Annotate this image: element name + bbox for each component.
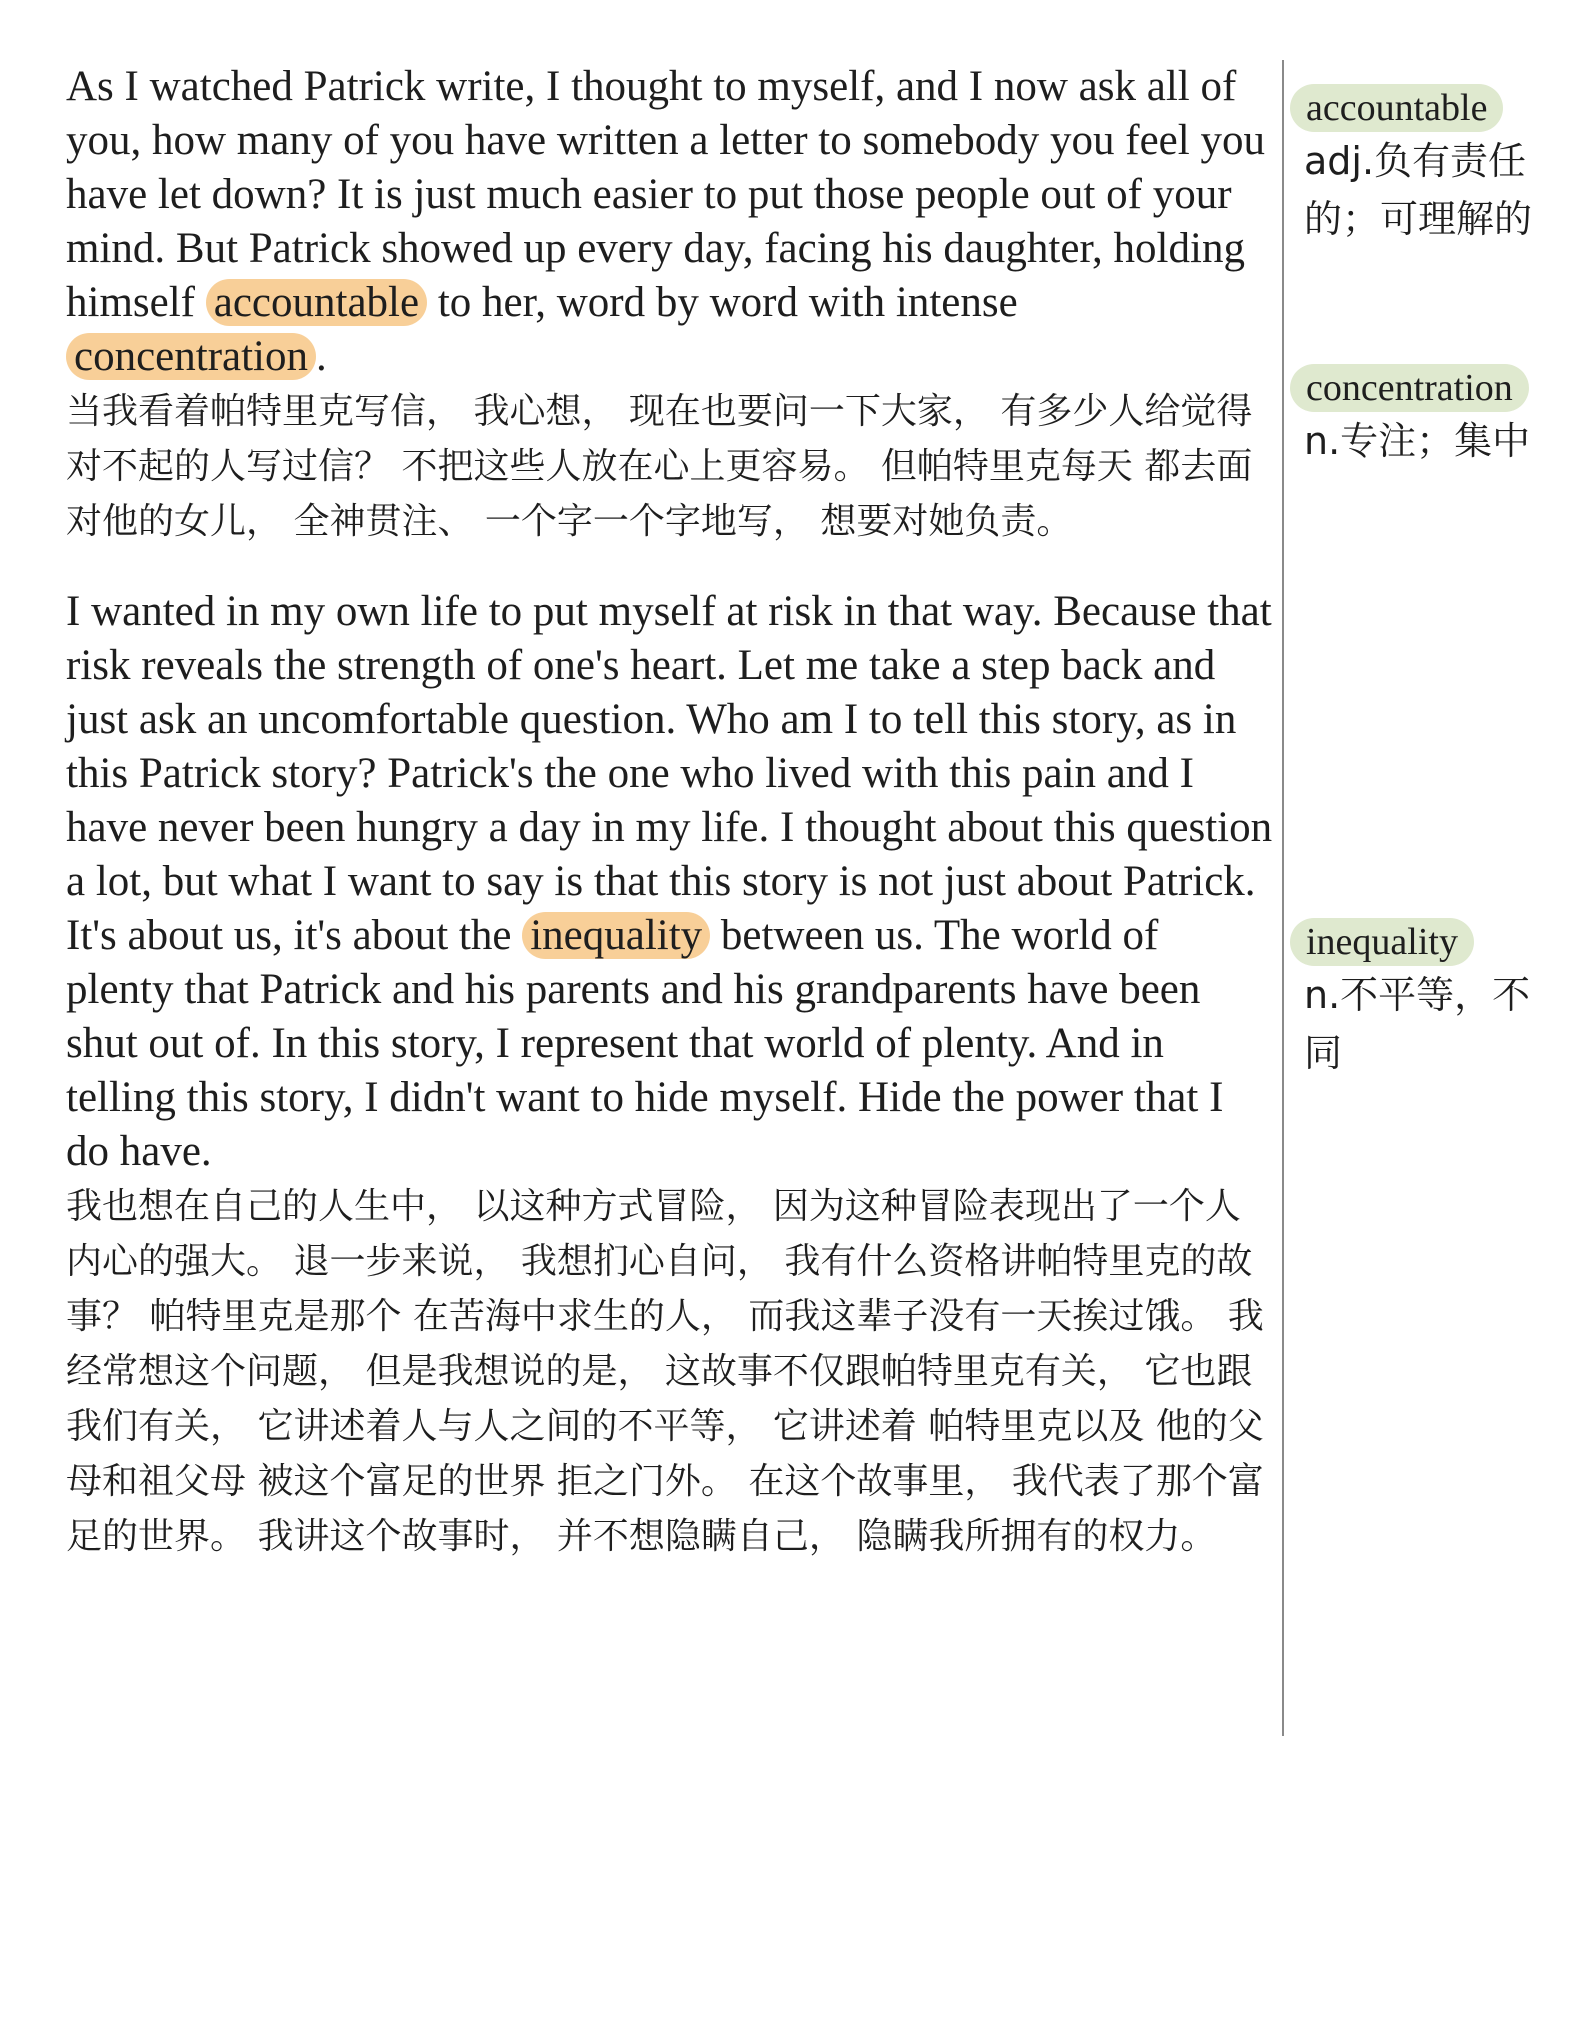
highlight-concentration[interactable]: concentration bbox=[66, 333, 316, 380]
note-definition: n.专注；集中 bbox=[1304, 419, 1531, 463]
note-definition: n.不平等，不同 bbox=[1304, 973, 1531, 1075]
passage-1-text-a: As I watched Patrick write, I thought to myself, and I now ask all of you, how many of you have written a letter to somebody you feel you have let down? It is just much easier to put those people out of your mind. But Patrick showed up every day, facing his daughter, holding himself bbox=[66, 63, 1265, 326]
note-term[interactable]: concentration bbox=[1290, 364, 1529, 412]
passage-2-chinese: 我也想在自己的人生中， 以这种方式冒险， 因为这种冒险表现出了一个人内心的强大。 退一步来说， 我想扪心自问， 我有什么资格讲帕特里克的故事？ 帕特里克是那个 在苦海中求生的人， 而我这辈子没有一天挨过饿。 我经常想这个问题， 但是我想说的是， 这故事不仅跟帕特里克有关， 它也跟我们有关， 它讲述着人与人之间的不平等， 它讲述着 帕特里克以及 他的父母和祖父母 被这个富足的世界 拒之门外。 在这个故事里， 我代表了那个富足的世界。 我讲这个故事时， 并不想隐瞒自己， 隐瞒我所拥有的权力。 bbox=[66, 1186, 1264, 1557]
vocab-note-concentration bbox=[1290, 364, 1570, 470]
paragraph-spacer bbox=[66, 549, 1276, 585]
vocab-note-inequality bbox=[1290, 918, 1570, 1082]
note-term[interactable]: accountable bbox=[1290, 84, 1503, 132]
note-definition: adj.负有责任的；可理解的 bbox=[1304, 139, 1533, 241]
note-term[interactable]: inequality bbox=[1290, 918, 1474, 966]
passage-2-text-a: I wanted in my own life to put myself at risk in that way. Because that risk reveals the strength of one's heart. Let me take a step back and just ask an uncomfortable question. Who am I to tell this story, as in this Patrick story? Patrick's the one who lived with this pain and I have never been hungry a day in my life. I thought about this question a lot, but what I want to say is that this story is not just about Patrick. It's about us, it's about the bbox=[66, 588, 1273, 959]
margin-divider bbox=[1282, 60, 1284, 1736]
passage-1-english bbox=[66, 60, 1276, 384]
passage-2-text-b: between us. The world of plenty that Patrick and his parents and his grandparents have been shut out of. In this story, I represent that world of plenty. And in telling this story, I didn't want to hide myself. Hide the power that I do have. bbox=[66, 912, 1224, 1175]
highlight-accountable[interactable]: accountable bbox=[206, 279, 427, 326]
passage-1-chinese: 当我看着帕特里克写信， 我心想， 现在也要问一下大家， 有多少人给觉得 对不起的人写过信？ 不把这些人放在心上更容易。 但帕特里克每天 都去面对他的女儿， 全神贯注、 一个字一个字地写， 想要对她负责。 bbox=[66, 391, 1253, 542]
main-text-column bbox=[66, 60, 1276, 1564]
passage-1-text-c: . bbox=[316, 333, 327, 380]
vocab-note-accountable bbox=[1290, 84, 1570, 248]
passage-2-english bbox=[66, 585, 1276, 1179]
passage-1-text-b: to her, word by word with intense bbox=[427, 279, 1018, 326]
highlight-inequality[interactable]: inequality bbox=[522, 912, 710, 959]
